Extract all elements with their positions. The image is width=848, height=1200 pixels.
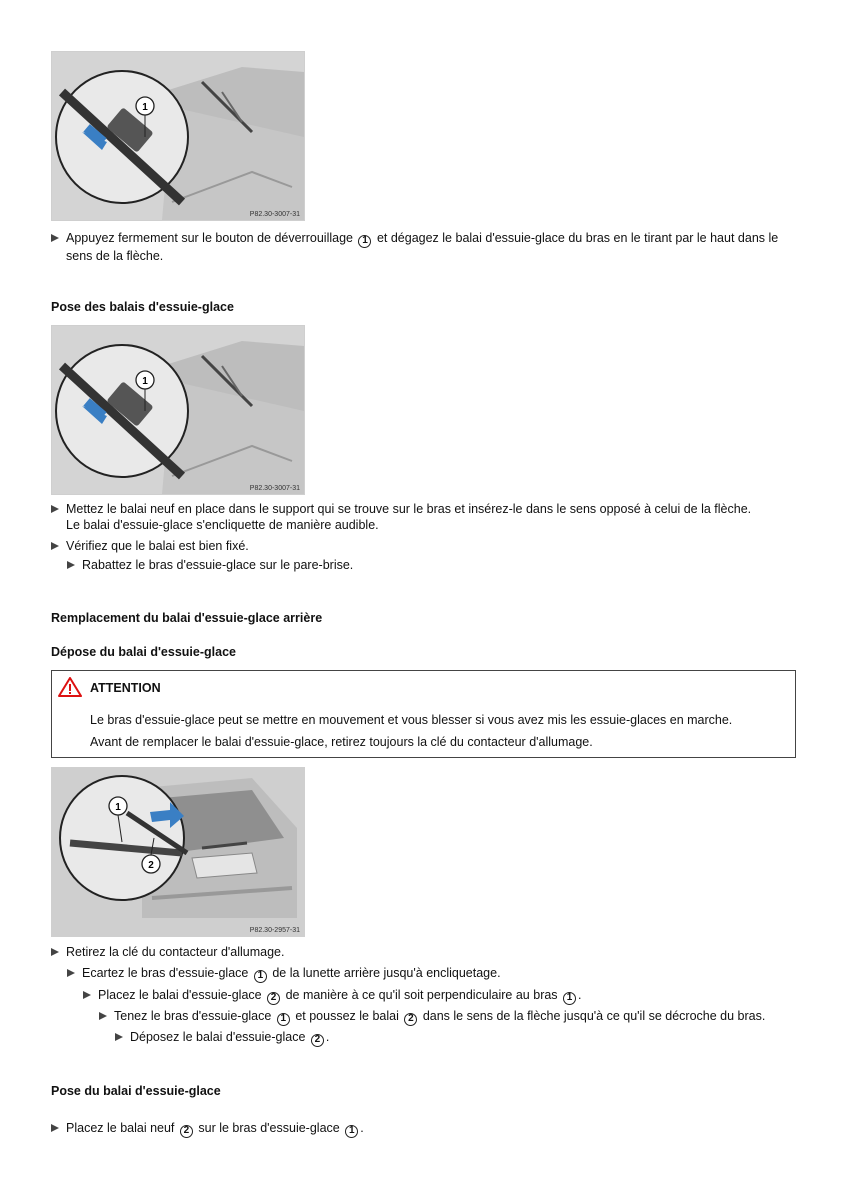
instruction-step: Déposez le balai d'essuie-glace 2 . [115, 1029, 329, 1047]
reference-marker: 1 [358, 235, 371, 248]
bullet-arrow-icon [51, 234, 59, 242]
bullet-arrow-icon [99, 1012, 107, 1020]
reference-marker: 1 [563, 992, 576, 1005]
reference-marker: 1 [254, 970, 267, 983]
warning-box [51, 670, 796, 758]
instruction-step: Vérifiez que le balai est bien fixé. [51, 538, 249, 554]
instruction-step: Retirez la clé du contacteur d'allumage. [51, 944, 284, 960]
warning-text: Avant de remplacer le balai d'essuie-glace, retirez toujours la clé du contacteur d'allumage. [90, 735, 593, 749]
section-heading: Dépose du balai d'essuie-glace [51, 645, 236, 659]
instruction-step: Placez le balai neuf 2 sur le bras d'essuie-glace 1 . [51, 1120, 364, 1138]
figure-code: P82.30-3007-31 [249, 211, 300, 218]
warning-icon [58, 677, 82, 697]
bullet-arrow-icon [51, 1124, 59, 1132]
section-heading: Pose des balais d'essuie-glace [51, 300, 234, 314]
instruction-step: Appuyez fermement sur le bouton de déverrouillage 1 et dégagez le balai d'essuie-glace du bras en le tirant par le haut dans le sens de la flèche. [51, 230, 778, 264]
figure-marker: 1 [142, 376, 148, 387]
front-wiper-illustration [52, 326, 304, 494]
figure-code: P82.30-3007-31 [249, 485, 300, 492]
figure-wiper-removal [51, 51, 305, 221]
warning-text: Le bras d'essuie-glace peut se mettre en mouvement et vous blesser si vous avez mis les essuie-glaces en marche. [90, 713, 733, 727]
reference-marker: 2 [404, 1013, 417, 1026]
bullet-arrow-icon [115, 1033, 123, 1041]
figure-marker: 1 [115, 802, 121, 813]
reference-marker: 1 [345, 1125, 358, 1138]
instruction-step: Mettez le balai neuf en place dans le support qui se trouve sur le bras et insérez-le dans le sens opposé à celui de la flèche. Le balai d'essuie-glace s'encliquette de manière audible. [51, 501, 751, 533]
reference-marker: 1 [277, 1013, 290, 1026]
section-heading: Pose du balai d'essuie-glace [51, 1084, 221, 1098]
figure-marker: 1 [142, 102, 148, 113]
instruction-step: Ecartez le bras d'essuie-glace 1 de la lunette arrière jusqu'à encliquetage. [67, 965, 501, 983]
reference-marker: 2 [267, 992, 280, 1005]
reference-marker: 2 [180, 1125, 193, 1138]
warning-title: ATTENTION [90, 681, 161, 695]
bullet-arrow-icon [67, 969, 75, 977]
figure-marker: 2 [148, 860, 154, 871]
section-heading: Remplacement du balai d'essuie-glace arrière [51, 611, 323, 625]
bullet-arrow-icon [67, 561, 75, 569]
bullet-arrow-icon [51, 505, 59, 513]
bullet-arrow-icon [83, 991, 91, 999]
reference-marker: 2 [311, 1034, 324, 1047]
figure-code: P82.30-2957-31 [249, 927, 300, 934]
rear-wiper-illustration [52, 768, 304, 936]
instruction-step: Placez le balai d'essuie-glace 2 de manière à ce qu'il soit perpendiculaire au bras 1 . [83, 987, 582, 1005]
instruction-step: Rabattez le bras d'essuie-glace sur le pare-brise. [67, 557, 353, 573]
bullet-arrow-icon [51, 542, 59, 550]
bullet-arrow-icon [51, 948, 59, 956]
instruction-step: Tenez le bras d'essuie-glace 1 et poussez le balai 2 dans le sens de la flèche jusqu'à ce qu'il se décroche du bras. [99, 1008, 765, 1026]
figure-rear-wiper [51, 767, 305, 937]
figure-wiper-install [51, 325, 305, 495]
front-wiper-illustration [52, 52, 304, 220]
